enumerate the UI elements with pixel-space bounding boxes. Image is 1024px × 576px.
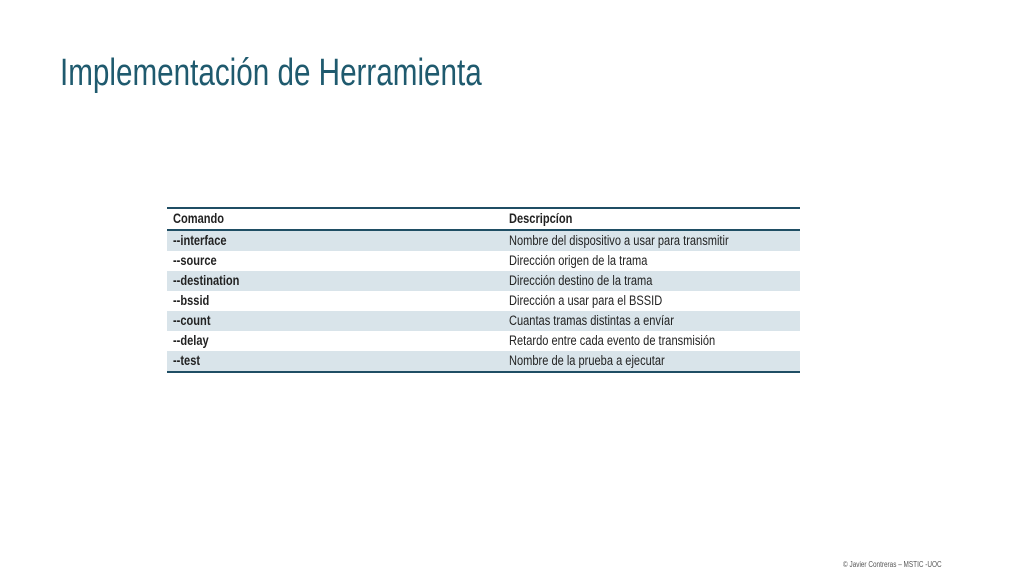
table-header-row [167, 208, 800, 230]
command-cell: --test [173, 353, 201, 368]
command-cell: --bssid [173, 293, 210, 308]
commands-table [167, 207, 800, 373]
table-row [167, 230, 800, 251]
description-cell: Dirección destino de la trama [509, 273, 653, 288]
description-cell: Nombre del dispositivo a usar para transmitir [509, 233, 729, 248]
description-cell: Nombre de la prueba a ejecutar [509, 353, 665, 368]
table-row [167, 271, 800, 291]
table-row [167, 311, 800, 331]
command-cell: --source [173, 253, 217, 268]
table-row [167, 291, 800, 311]
description-cell: Retardo entre cada evento de transmisión [509, 333, 716, 348]
table-row [167, 351, 800, 372]
description-cell: Cuantas tramas distintas a envíar [509, 313, 674, 328]
header-descripcion: Descripcíon [503, 208, 800, 230]
footer-credit: © Javier Contreras – MSTIC -UOC [843, 560, 942, 569]
table-row [167, 331, 800, 351]
slide-title: Implementación de Herramienta [60, 52, 482, 94]
command-cell: --interface [173, 233, 227, 248]
header-comando: Comando [167, 208, 503, 230]
table-row [167, 251, 800, 271]
description-cell: Dirección origen de la trama [509, 253, 648, 268]
command-cell: --count [173, 313, 211, 328]
command-cell: --destination [173, 273, 240, 288]
description-cell: Dirección a usar para el BSSID [509, 293, 663, 308]
command-cell: --delay [173, 333, 209, 348]
